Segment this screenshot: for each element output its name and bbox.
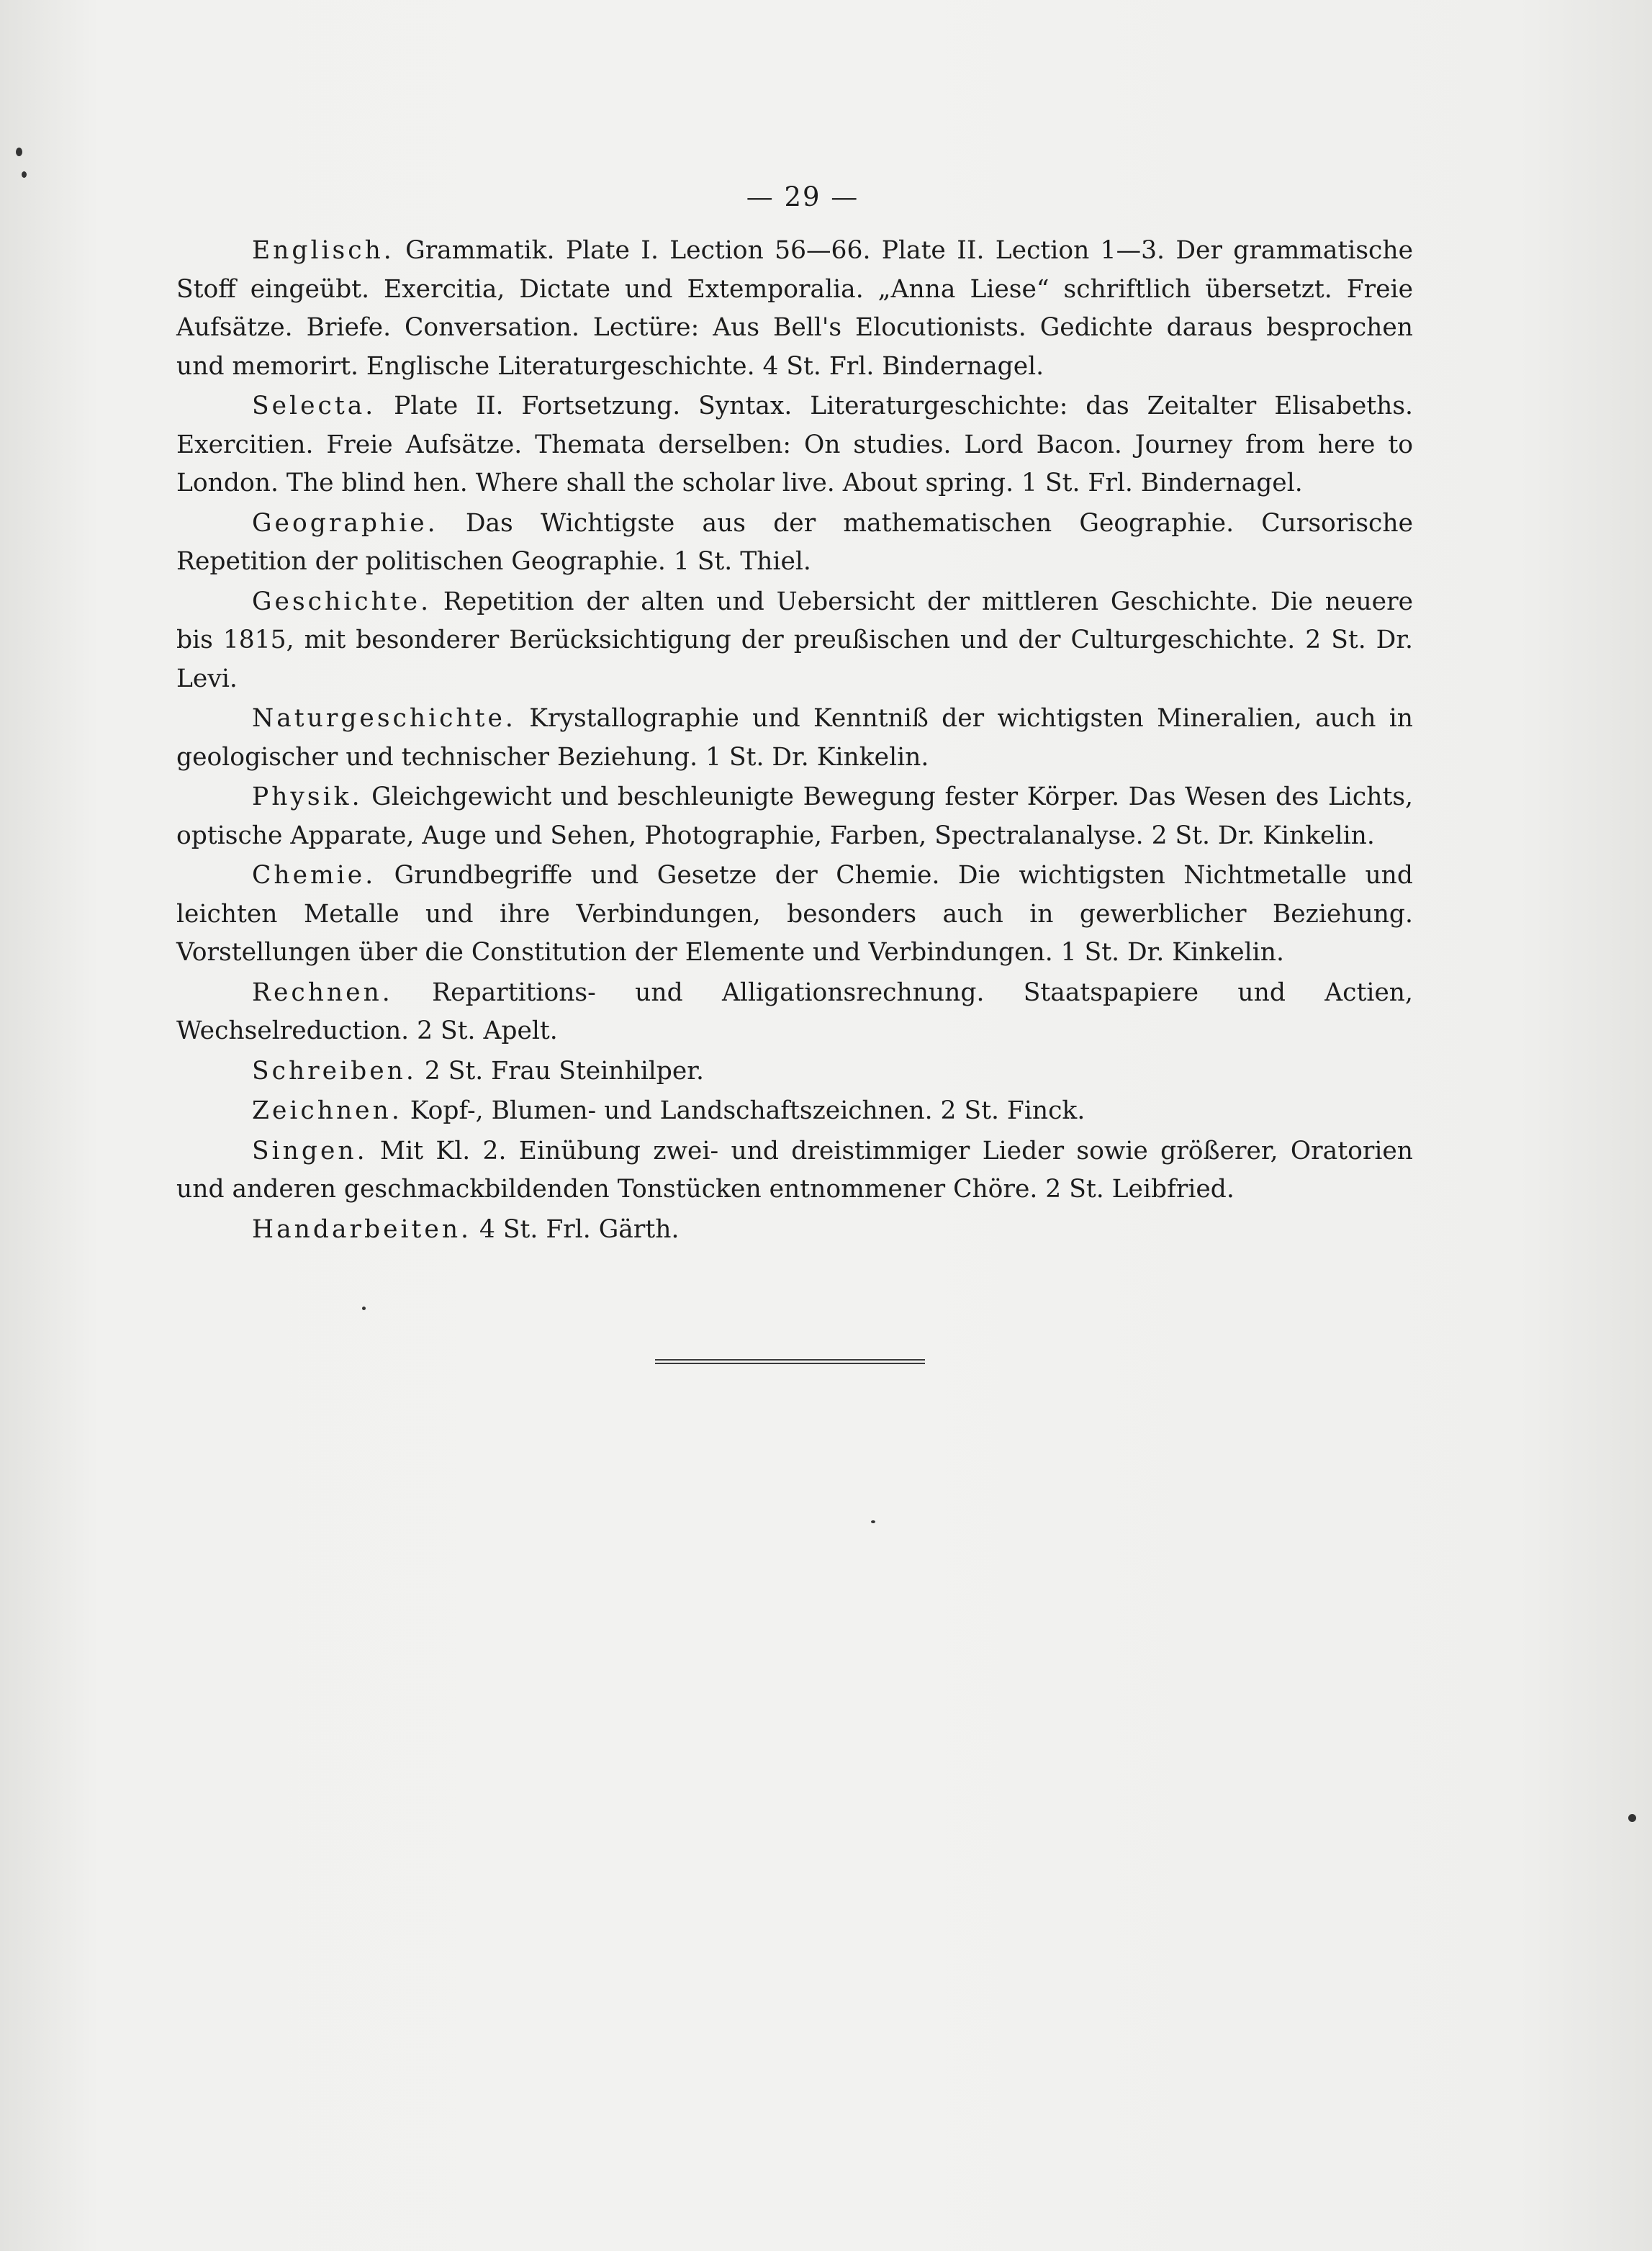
subject-heading: Geschichte.: [252, 587, 432, 616]
paragraph-text: Grammatik. Plate I. Lection 56—66. Plate II. Lection 1—3. Der grammatische Stoff eingeübt. Exercitia, Dictate und Extemporalia. „Anna Liese“ schriftlich übersetzt. Freie Aufsätze. Briefe. Conversation. Lectüre: Aus Bell's Elocutionists. Gedichte daraus besprochen und memorirt. Englische Literaturgeschichte. 4 St. Frl. Bindernagel.: [176, 236, 1413, 381]
paragraph-selecta: [176, 387, 1413, 503]
subject-heading: Physik.: [252, 782, 363, 811]
curriculum-text: [176, 232, 1413, 1249]
subject-heading: Chemie.: [252, 861, 376, 890]
subject-heading: Singen.: [252, 1136, 368, 1165]
paragraph-text: Mit Kl. 2. Einübung zwei- und dreistimmiger Lieder sowie größerer, Oratorien und anderen geschmackbildenden Tonstücken entnommener Chöre. 2 St. Leibfried.: [176, 1136, 1413, 1204]
subject-heading: Schreiben.: [252, 1056, 417, 1086]
paragraph-physik: [176, 778, 1413, 855]
paragraph-naturgeschichte: [176, 700, 1413, 777]
paragraph-geographie: [176, 505, 1413, 582]
scan-speck: [1628, 1814, 1636, 1822]
paragraph-text: Repartitions- und Alligationsrechnung. Staatspapiere und Actien, Wechselreduction. 2 St. Apelt.: [176, 978, 1413, 1045]
paragraph-text: Grundbegriffe und Gesetze der Chemie. Die wichtigsten Nichtmetalle und leichten Metalle und ihre Verbindungen, besonders auch in gewerblicher Beziehung. Vorstellungen über die Constitution der Elemente und Verbindungen. 1 St. Dr. Kinkelin.: [176, 861, 1413, 967]
page-number: — 29 —: [746, 181, 859, 212]
paragraph-englisch: [176, 232, 1413, 386]
scan-speck: [362, 1307, 366, 1310]
subject-heading: Handarbeiten.: [252, 1214, 472, 1244]
paragraph-text: 2 St. Frau Steinhilper.: [416, 1056, 704, 1086]
paragraph-rechnen: [176, 974, 1413, 1051]
paragraph-text: Das Wichtigste aus der mathematischen Geographie. Cursorische Repetition der politischen Geographie. 1 St. Thiel.: [176, 508, 1413, 576]
scan-speck: [22, 171, 27, 178]
paragraph-text: Kopf-, Blumen- und Landschaftszeichnen. 2 St. Finck.: [402, 1096, 1085, 1125]
paragraph-text: Krystallographie und Kenntniß der wichtigsten Mineralien, auch in geologischer und technischer Beziehung. 1 St. Dr. Kinkelin.: [176, 704, 1413, 772]
paragraph-zeichnen: [176, 1092, 1413, 1131]
paragraph-chemie: [176, 857, 1413, 973]
subject-heading: Zeichnen.: [252, 1096, 402, 1125]
paragraph-handarbeiten: [176, 1211, 1413, 1250]
paragraph-geschichte: [176, 583, 1413, 699]
subject-heading: Geographie.: [252, 508, 438, 538]
double-rule-divider: [655, 1359, 925, 1366]
paragraph-schreiben: [176, 1052, 1413, 1091]
subject-heading: Selecta.: [252, 392, 376, 420]
scan-speck: [16, 148, 22, 156]
scan-speck: [871, 1520, 875, 1523]
paragraph-singen: [176, 1132, 1413, 1209]
subject-heading: Englisch.: [252, 236, 394, 265]
paragraph-text: Gleichgewicht und beschleunigte Bewegung fester Körper. Das Wesen des Lichts, optische Apparate, Auge und Sehen, Photographie, Farben, Spectralanalyse. 2 St. Dr. Kinkelin.: [176, 782, 1413, 850]
subject-heading: Naturgeschichte.: [252, 704, 516, 733]
paragraph-text: Repetition der alten und Uebersicht der mittleren Geschichte. Die neuere bis 1815, mit besonderer Berücksichtigung der preußischen und der Culturgeschichte. 2 St. Dr. Levi.: [176, 587, 1413, 693]
subject-heading: Rechnen.: [252, 978, 393, 1007]
paragraph-text: Plate II. Fortsetzung. Syntax. Literaturgeschichte: das Zeitalter Elisabeths. Exercitien. Freie Aufsätze. Themata derselben: On studies. Lord Bacon. Journey from here to London. The blind hen. Where shall the scholar live. About spring. 1 St. Frl. Bindernagel.: [176, 392, 1413, 497]
paragraph-text: 4 St. Frl. Gärth.: [471, 1214, 680, 1244]
